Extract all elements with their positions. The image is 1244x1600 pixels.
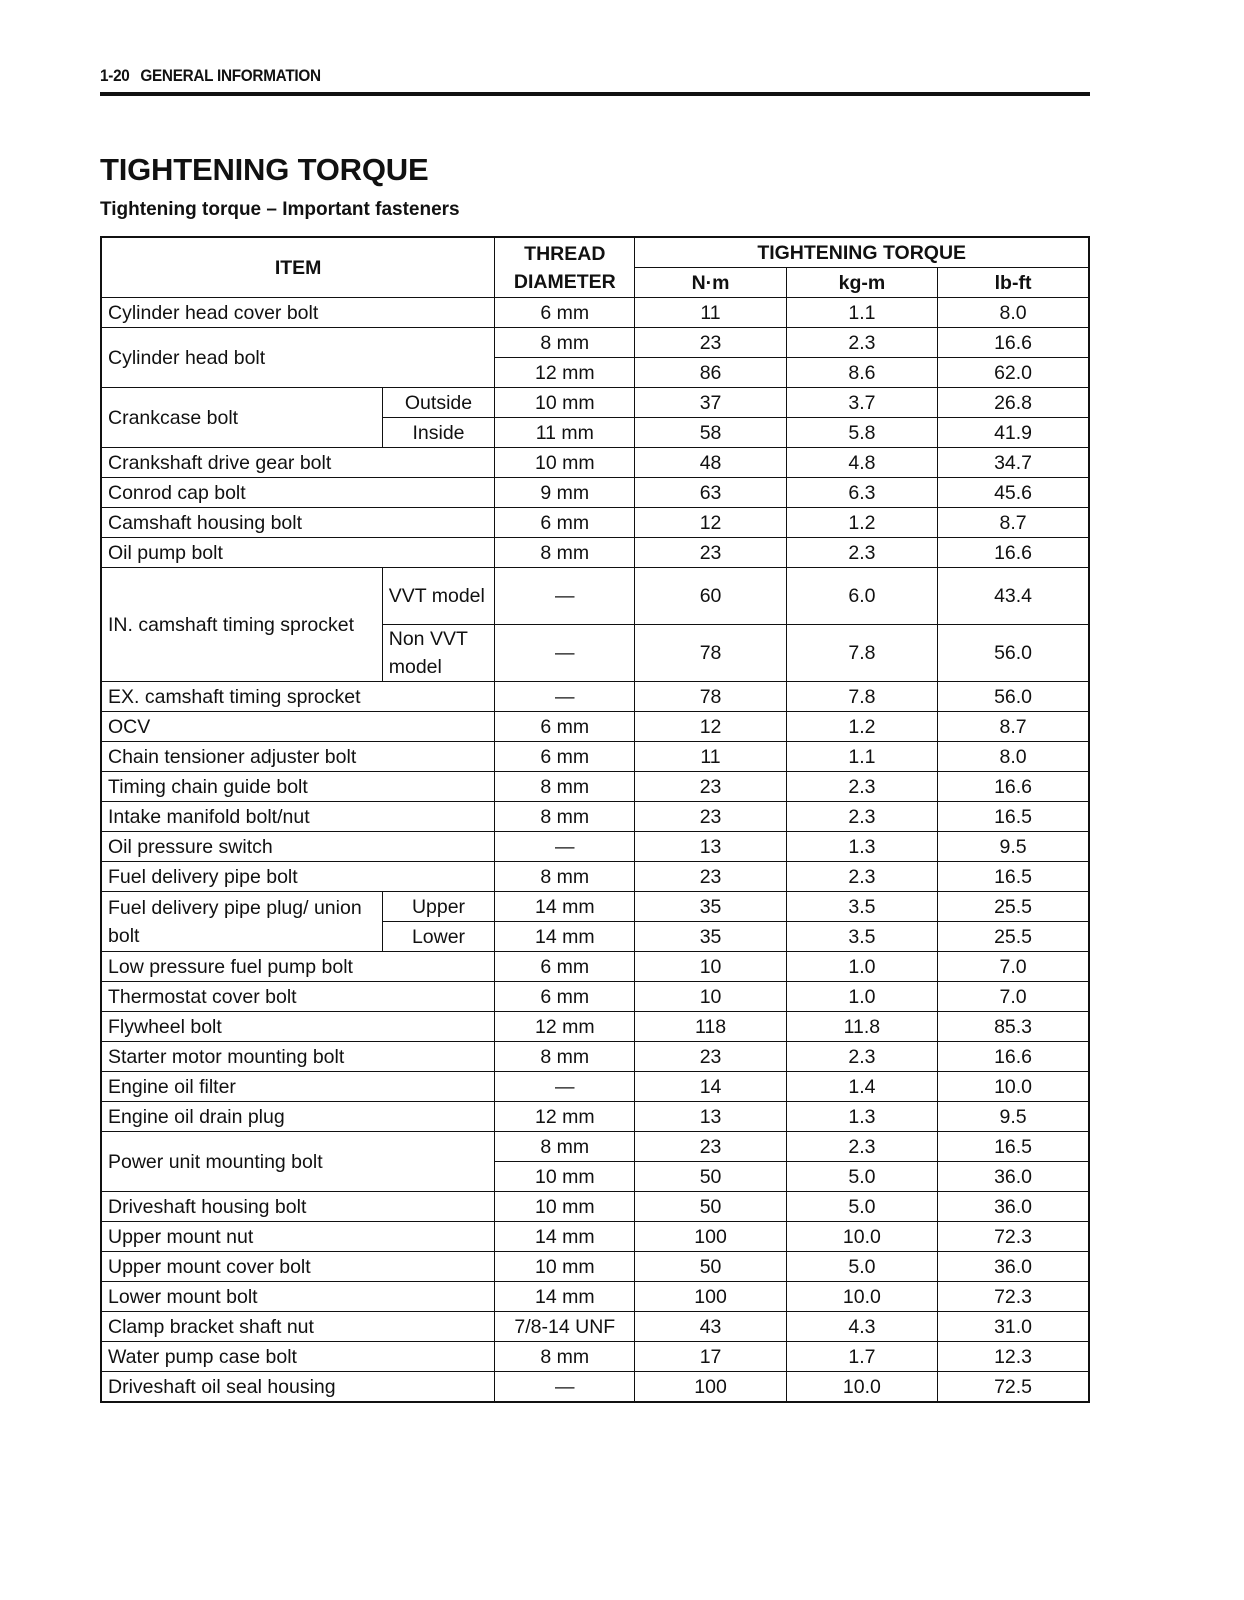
- row-thread: 8 mm: [495, 862, 635, 892]
- row-nm: 13: [635, 1102, 786, 1132]
- row-nm: 13: [635, 832, 786, 862]
- row-thread: 6 mm: [495, 982, 635, 1012]
- row-item: OCV: [101, 712, 495, 742]
- row-lbft: 34.7: [938, 448, 1089, 478]
- row-nm: 23: [635, 802, 786, 832]
- row-thread: 14 mm: [495, 1222, 635, 1252]
- row-thread: 7/8-14 UNF: [495, 1312, 635, 1342]
- row-item: Water pump case bolt: [101, 1342, 495, 1372]
- row-item: Fuel delivery pipe plug/ union bolt: [101, 892, 382, 952]
- row-item: Camshaft housing bolt: [101, 508, 495, 538]
- table-row: [101, 1342, 1089, 1372]
- row-kgm: 7.8: [786, 682, 937, 712]
- row-lbft: 16.5: [938, 862, 1089, 892]
- row-thread: 8 mm: [495, 538, 635, 568]
- row-nm: 60: [635, 568, 786, 625]
- row-item: Intake manifold bolt/nut: [101, 802, 495, 832]
- row-nm: 100: [635, 1372, 786, 1403]
- row-sub: Inside: [382, 418, 495, 448]
- row-lbft: 56.0: [938, 682, 1089, 712]
- row-kgm: 1.0: [786, 982, 937, 1012]
- row-kgm: 6.3: [786, 478, 937, 508]
- table-row: [101, 712, 1089, 742]
- row-item: Oil pressure switch: [101, 832, 495, 862]
- row-item: Driveshaft housing bolt: [101, 1192, 495, 1222]
- row-kgm: 1.1: [786, 742, 937, 772]
- row-thread: 12 mm: [495, 1102, 635, 1132]
- table-row: [101, 1252, 1089, 1282]
- table-row: [101, 892, 1089, 922]
- header-nm: N·m: [635, 268, 786, 298]
- table-row: [101, 742, 1089, 772]
- row-thread: —: [495, 1372, 635, 1403]
- row-thread: 9 mm: [495, 478, 635, 508]
- table-row: [101, 1072, 1089, 1102]
- row-lbft: 8.7: [938, 508, 1089, 538]
- running-head: [100, 66, 321, 86]
- table-row: [101, 448, 1089, 478]
- table-row: [101, 1132, 1089, 1162]
- row-item: Upper mount cover bolt: [101, 1252, 495, 1282]
- row-thread: 10 mm: [495, 1192, 635, 1222]
- row-lbft: 8.7: [938, 712, 1089, 742]
- row-item: Upper mount nut: [101, 1222, 495, 1252]
- row-kgm: 2.3: [786, 1132, 937, 1162]
- row-item: Chain tensioner adjuster bolt: [101, 742, 495, 772]
- row-thread: 8 mm: [495, 1042, 635, 1072]
- row-item: Cylinder head cover bolt: [101, 298, 495, 328]
- row-lbft: 10.0: [938, 1072, 1089, 1102]
- table-row: [101, 1042, 1089, 1072]
- row-item: Conrod cap bolt: [101, 478, 495, 508]
- row-item: IN. camshaft timing sprocket: [101, 568, 382, 682]
- row-lbft: 72.5: [938, 1372, 1089, 1403]
- row-item: Starter motor mounting bolt: [101, 1042, 495, 1072]
- page-number: 1-20: [100, 66, 130, 85]
- row-item: Clamp bracket shaft nut: [101, 1312, 495, 1342]
- row-item: Timing chain guide bolt: [101, 772, 495, 802]
- row-nm: 11: [635, 298, 786, 328]
- row-kgm: 2.3: [786, 328, 937, 358]
- row-lbft: 7.0: [938, 952, 1089, 982]
- row-thread: 8 mm: [495, 328, 635, 358]
- row-item: Oil pump bolt: [101, 538, 495, 568]
- row-nm: 23: [635, 1042, 786, 1072]
- row-kgm: 2.3: [786, 862, 937, 892]
- row-lbft: 16.6: [938, 1042, 1089, 1072]
- table-row: [101, 682, 1089, 712]
- row-kgm: 2.3: [786, 538, 937, 568]
- row-lbft: 72.3: [938, 1282, 1089, 1312]
- row-thread: 12 mm: [495, 1012, 635, 1042]
- row-thread: 6 mm: [495, 298, 635, 328]
- row-thread: 14 mm: [495, 1282, 635, 1312]
- row-nm: 35: [635, 922, 786, 952]
- row-nm: 50: [635, 1192, 786, 1222]
- row-nm: 100: [635, 1222, 786, 1252]
- row-nm: 78: [635, 625, 786, 682]
- row-lbft: 25.5: [938, 922, 1089, 952]
- table-row: [101, 1312, 1089, 1342]
- row-lbft: 31.0: [938, 1312, 1089, 1342]
- row-nm: 58: [635, 418, 786, 448]
- row-lbft: 7.0: [938, 982, 1089, 1012]
- table-row: [101, 772, 1089, 802]
- table-row: [101, 832, 1089, 862]
- row-item: Fuel delivery pipe bolt: [101, 862, 495, 892]
- row-thread: 6 mm: [495, 712, 635, 742]
- table-row: [101, 1222, 1089, 1252]
- row-kgm: 5.0: [786, 1192, 937, 1222]
- row-lbft: 62.0: [938, 358, 1089, 388]
- row-item: Crankshaft drive gear bolt: [101, 448, 495, 478]
- row-thread: —: [495, 682, 635, 712]
- row-thread: 6 mm: [495, 952, 635, 982]
- torque-table: [100, 236, 1090, 1403]
- row-thread: 11 mm: [495, 418, 635, 448]
- row-lbft: 16.6: [938, 772, 1089, 802]
- row-kgm: 1.2: [786, 712, 937, 742]
- row-thread: —: [495, 1072, 635, 1102]
- row-kgm: 1.7: [786, 1342, 937, 1372]
- row-item: Low pressure fuel pump bolt: [101, 952, 495, 982]
- row-sub: Upper: [382, 892, 495, 922]
- row-item: Cylinder head bolt: [101, 328, 495, 388]
- row-sub: Outside: [382, 388, 495, 418]
- row-lbft: 85.3: [938, 1012, 1089, 1042]
- table-row: [101, 328, 1089, 358]
- row-kgm: 1.1: [786, 298, 937, 328]
- row-kgm: 3.7: [786, 388, 937, 418]
- row-nm: 86: [635, 358, 786, 388]
- row-nm: 23: [635, 862, 786, 892]
- row-thread: 14 mm: [495, 922, 635, 952]
- table-row: [101, 982, 1089, 1012]
- table-row: [101, 802, 1089, 832]
- row-lbft: 43.4: [938, 568, 1089, 625]
- row-lbft: 56.0: [938, 625, 1089, 682]
- row-thread: —: [495, 832, 635, 862]
- row-sub: VVT model: [382, 568, 495, 625]
- row-kgm: 3.5: [786, 922, 937, 952]
- row-thread: —: [495, 625, 635, 682]
- row-lbft: 25.5: [938, 892, 1089, 922]
- row-lbft: 16.6: [938, 328, 1089, 358]
- row-kgm: 5.0: [786, 1252, 937, 1282]
- row-nm: 10: [635, 982, 786, 1012]
- table-caption: Tightening torque – Important fasteners: [100, 199, 460, 220]
- row-kgm: 5.8: [786, 418, 937, 448]
- row-nm: 50: [635, 1252, 786, 1282]
- row-item: Crankcase bolt: [101, 388, 382, 448]
- row-thread: 10 mm: [495, 388, 635, 418]
- table-row: [101, 952, 1089, 982]
- row-lbft: 45.6: [938, 478, 1089, 508]
- row-thread: 10 mm: [495, 448, 635, 478]
- header-lbft: lb-ft: [938, 268, 1089, 298]
- row-lbft: 8.0: [938, 742, 1089, 772]
- table-row: [101, 388, 1089, 418]
- row-nm: 100: [635, 1282, 786, 1312]
- row-nm: 17: [635, 1342, 786, 1372]
- row-nm: 43: [635, 1312, 786, 1342]
- row-thread: 6 mm: [495, 742, 635, 772]
- row-thread: 8 mm: [495, 802, 635, 832]
- row-lbft: 26.8: [938, 388, 1089, 418]
- row-nm: 118: [635, 1012, 786, 1042]
- row-kgm: 4.8: [786, 448, 937, 478]
- row-kgm: 3.5: [786, 892, 937, 922]
- row-sub: Non VVT model: [382, 625, 495, 682]
- row-thread: 14 mm: [495, 892, 635, 922]
- row-nm: 48: [635, 448, 786, 478]
- section-title: GENERAL INFORMATION: [140, 66, 321, 85]
- row-thread: 6 mm: [495, 508, 635, 538]
- table-row: [101, 1012, 1089, 1042]
- row-kgm: 2.3: [786, 1042, 937, 1072]
- row-lbft: 72.3: [938, 1222, 1089, 1252]
- row-lbft: 9.5: [938, 1102, 1089, 1132]
- row-kgm: 2.3: [786, 772, 937, 802]
- table-row: [101, 538, 1089, 568]
- row-kgm: 5.0: [786, 1162, 937, 1192]
- row-kgm: 10.0: [786, 1282, 937, 1312]
- row-lbft: 16.5: [938, 802, 1089, 832]
- row-nm: 78: [635, 682, 786, 712]
- header-kgm: kg-m: [786, 268, 937, 298]
- row-lbft: 36.0: [938, 1192, 1089, 1222]
- row-kgm: 1.3: [786, 832, 937, 862]
- row-lbft: 8.0: [938, 298, 1089, 328]
- row-item: Thermostat cover bolt: [101, 982, 495, 1012]
- header-item: ITEM: [101, 237, 495, 298]
- row-nm: 10: [635, 952, 786, 982]
- row-item: Engine oil drain plug: [101, 1102, 495, 1132]
- row-lbft: 16.5: [938, 1132, 1089, 1162]
- table-row: [101, 1372, 1089, 1403]
- row-thread: —: [495, 568, 635, 625]
- table-row: [101, 478, 1089, 508]
- table-row: [101, 1102, 1089, 1132]
- row-nm: 23: [635, 772, 786, 802]
- row-kgm: 1.3: [786, 1102, 937, 1132]
- row-kgm: 10.0: [786, 1222, 937, 1252]
- row-kgm: 6.0: [786, 568, 937, 625]
- row-thread: 8 mm: [495, 772, 635, 802]
- row-kgm: 2.3: [786, 802, 937, 832]
- page-title: TIGHTENING TORQUE: [100, 152, 429, 187]
- row-thread: 10 mm: [495, 1252, 635, 1282]
- row-kgm: 4.3: [786, 1312, 937, 1342]
- row-kgm: 1.0: [786, 952, 937, 982]
- row-nm: 12: [635, 508, 786, 538]
- row-lbft: 41.9: [938, 418, 1089, 448]
- row-sub: Lower: [382, 922, 495, 952]
- row-thread: 12 mm: [495, 358, 635, 388]
- header-tightening-torque: TIGHTENING TORQUE: [635, 237, 1089, 268]
- row-nm: 23: [635, 328, 786, 358]
- row-nm: 63: [635, 478, 786, 508]
- row-lbft: 36.0: [938, 1162, 1089, 1192]
- row-item: Flywheel bolt: [101, 1012, 495, 1042]
- row-lbft: 12.3: [938, 1342, 1089, 1372]
- row-kgm: 8.6: [786, 358, 937, 388]
- row-kgm: 10.0: [786, 1372, 937, 1403]
- row-nm: 12: [635, 712, 786, 742]
- row-nm: 23: [635, 1132, 786, 1162]
- header-thread-diameter: THREAD DIAMETER: [495, 237, 635, 298]
- row-item: Power unit mounting bolt: [101, 1132, 495, 1192]
- row-lbft: 16.6: [938, 538, 1089, 568]
- row-nm: 11: [635, 742, 786, 772]
- row-item: Driveshaft oil seal housing: [101, 1372, 495, 1403]
- row-thread: 8 mm: [495, 1342, 635, 1372]
- row-thread: 8 mm: [495, 1132, 635, 1162]
- row-lbft: 36.0: [938, 1252, 1089, 1282]
- table-row: [101, 1282, 1089, 1312]
- row-lbft: 9.5: [938, 832, 1089, 862]
- row-item: Lower mount bolt: [101, 1282, 495, 1312]
- row-kgm: 1.2: [786, 508, 937, 538]
- table-row: [101, 508, 1089, 538]
- row-kgm: 1.4: [786, 1072, 937, 1102]
- table-row: [101, 862, 1089, 892]
- row-nm: 35: [635, 892, 786, 922]
- row-thread: 10 mm: [495, 1162, 635, 1192]
- row-nm: 14: [635, 1072, 786, 1102]
- row-kgm: 11.8: [786, 1012, 937, 1042]
- table-row: [101, 1192, 1089, 1222]
- row-nm: 23: [635, 538, 786, 568]
- table-row: [101, 298, 1089, 328]
- header-rule: [100, 92, 1090, 96]
- row-nm: 50: [635, 1162, 786, 1192]
- table-row: [101, 568, 1089, 625]
- row-item: EX. camshaft timing sprocket: [101, 682, 495, 712]
- row-nm: 37: [635, 388, 786, 418]
- row-kgm: 7.8: [786, 625, 937, 682]
- row-item: Engine oil filter: [101, 1072, 495, 1102]
